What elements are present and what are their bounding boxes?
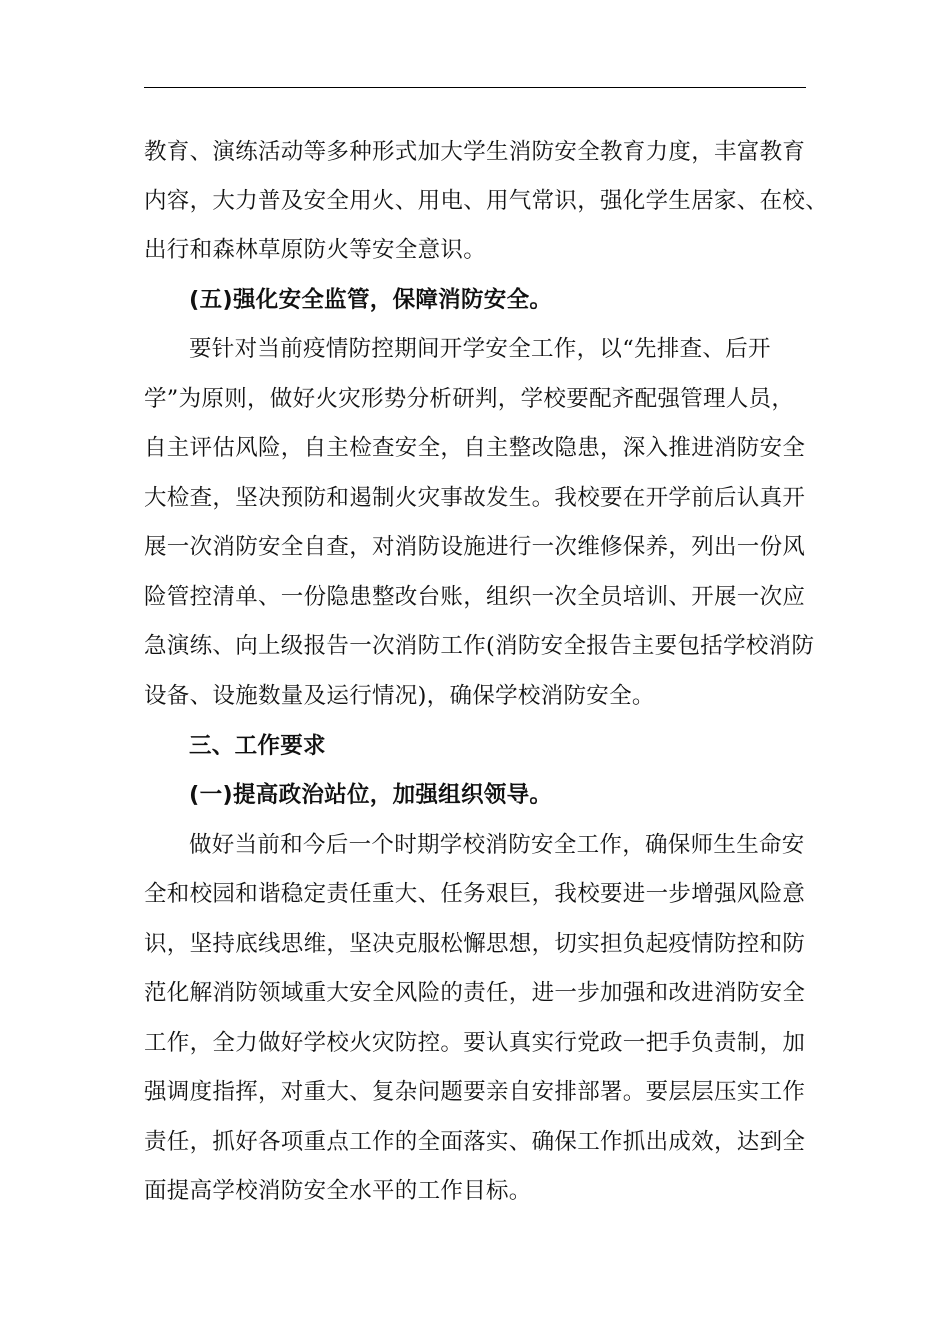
text-line: 出行和森林草原防火等安全意识。 (144, 237, 487, 263)
text-line: 做好当前和今后一个时期学校消防安全工作，确保师生生命安 (189, 832, 805, 858)
text-line: 识，坚持底线思维，坚决克服松懈思想，切实担负起疫情防控和防 (144, 931, 806, 957)
text-line: 要针对当前疫情防控期间开学安全工作，以“先排查、后开 (189, 336, 771, 362)
chapter-heading: 三、工作要求 (189, 733, 326, 759)
text-line: 险管控清单、一份隐患整改台账，组织一次全员培训、开展一次应 (144, 584, 806, 610)
text-line: 教育、演练活动等多种形式加大学生消防安全教育力度，丰富教育 (144, 139, 806, 165)
section-heading: (五)强化安全监管，保障消防安全。 (189, 287, 553, 313)
text-line: 内容，大力普及安全用火、用电、用气常识，强化学生居家、在校、 (144, 188, 829, 214)
text-line: 自主评估风险，自主检查安全，自主整改隐患，深入推进消防安全 (144, 435, 806, 461)
text-line: 大检查，坚决预防和遏制火灾事故发生。我校要在开学前后认真开 (144, 485, 806, 511)
text-line: 工作，全力做好学校火灾防控。要认真实行党政一把手负责制，加 (144, 1030, 806, 1056)
text-line: 范化解消防领域重大安全风险的责任，进一步加强和改进消防安全 (144, 980, 806, 1006)
text-line: 展一次消防安全自查，对消防设施进行一次维修保养，列出一份风 (144, 534, 806, 560)
text-line: 设备、设施数量及运行情况)，确保学校消防安全。 (144, 683, 655, 709)
text-line: 全和校园和谐稳定责任重大、任务艰巨，我校要进一步增强风险意 (144, 881, 806, 907)
text-line: 学”为原则，做好火灾形势分析研判，学校要配齐配强管理人员， (144, 386, 795, 412)
text-line: 面提高学校消防安全水平的工作目标。 (144, 1178, 532, 1204)
text-line: 强调度指挥，对重大、复杂问题要亲自安排部署。要层层压实工作 (144, 1079, 806, 1105)
text-line: 责任，抓好各项重点工作的全面落实、确保工作抓出成效，达到全 (144, 1129, 806, 1155)
text-line: 急演练、向上级报告一次消防工作(消防安全报告主要包括学校消防 (144, 633, 815, 659)
section-heading: (一)提高政治站位，加强组织领导。 (189, 782, 553, 808)
header-rule (144, 87, 806, 88)
